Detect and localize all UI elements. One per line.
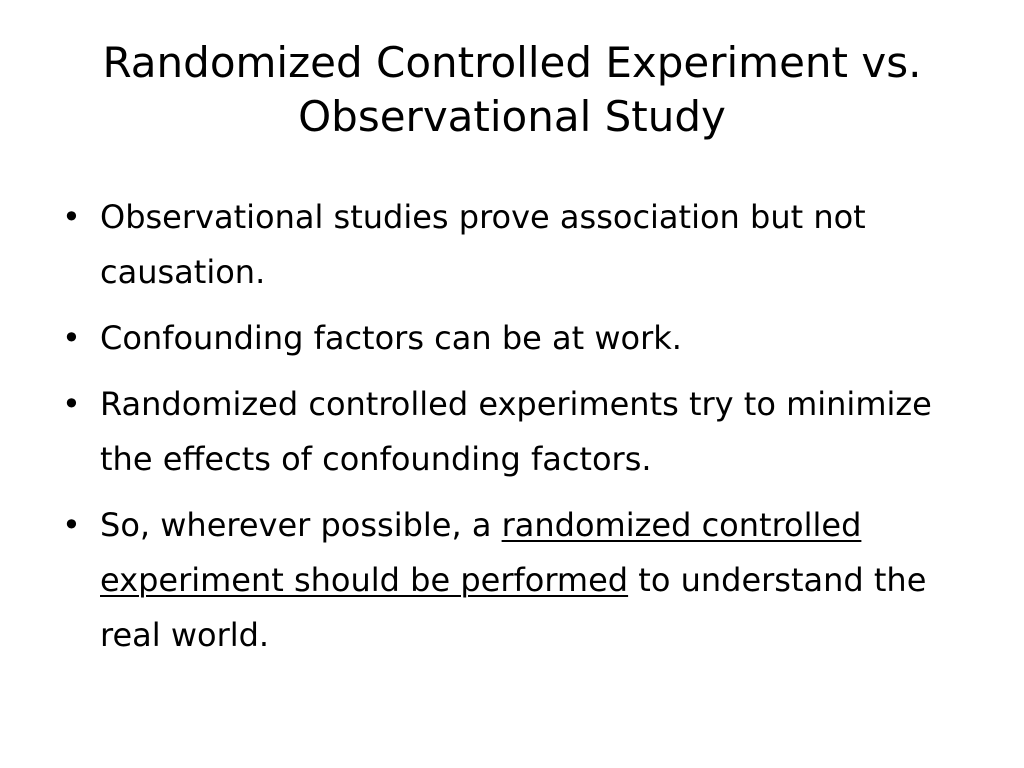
bullet-item-3 [62,377,982,487]
bullet-text: Observational studies prove association but not causation. [100,198,866,291]
bullet-item-2 [62,311,982,366]
bullet-text: Confounding factors can be at work. [100,319,682,357]
bullet-text-before: So, wherever possible, a [100,506,502,544]
bullet-dot-icon: • [62,319,81,357]
bullet-item-1 [62,190,982,300]
bullet-text: Randomized controlled experiments try to minimize the effects of confounding factors. [100,385,932,478]
slide-title-line-1: Randomized Controlled Experiment vs. [102,38,922,87]
bullet-dot-icon: • [62,385,81,423]
slide-title-line-2: Observational Study [298,92,726,141]
bullet-item-4 [62,498,982,663]
bullet-list [62,190,982,674]
bullet-dot-icon: • [62,198,81,236]
bullet-dot-icon: • [62,506,81,544]
slide-title [40,36,984,144]
bullet-text-after: to understand the real world. [100,561,927,654]
bullet-text-underlined: randomized controlled experiment should be performed [100,506,862,599]
